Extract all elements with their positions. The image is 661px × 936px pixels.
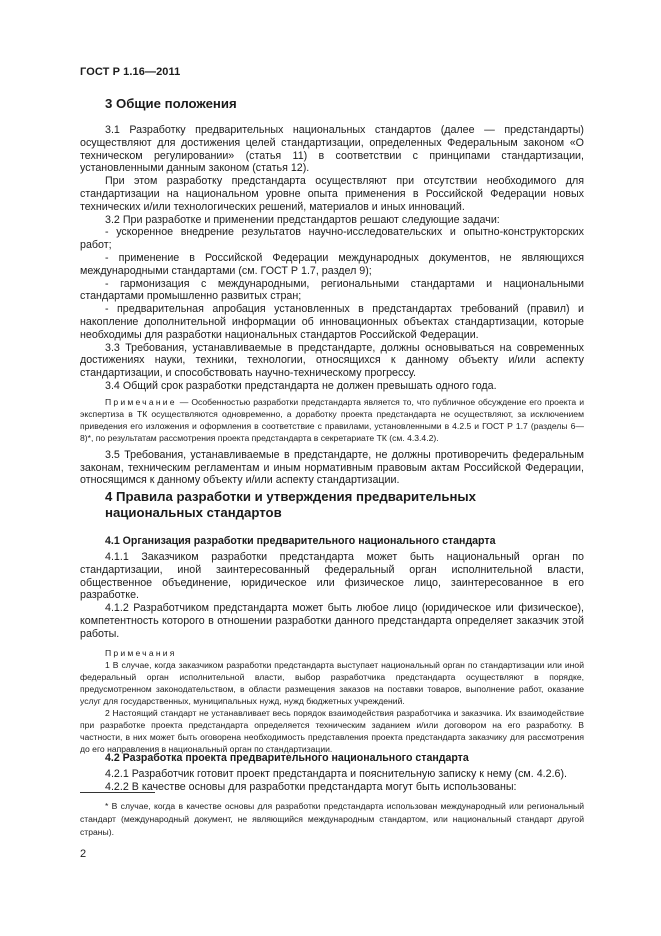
paragraph-4-1-1: 4.1.1 Заказчиком разработки предстандарта может быть национальный орган по стандартизации, иной заинтересованный федеральный орган исполнительной власти, общественное объединение, юридическое или физическое лицо, заинтересованное в его разработке.	[80, 551, 584, 602]
paragraph-3-1-cont: При этом разработку предстандарта осуществляют при отсутствии необходимого для стандартизации на национальном уровне опыта применения в Российской Федерации новых технических и/или технологических решений, материалов и иных инноваций.	[80, 175, 584, 213]
document-header: ГОСТ Р 1.16—2011	[80, 66, 181, 78]
note-label: Примечание	[105, 396, 177, 407]
subsection-4-2-body	[80, 768, 584, 794]
section-4-heading: 4 Правила разработки и утверждения предварительных национальных стандартов	[105, 489, 477, 520]
note-text: — Особенностью разработки предстандарта является то, что публичное обсуждение его проекта и экспертиза в ТК осуществляются одновременно, а доработку проекта предстандарта не осуществляют, за исключением приведения его изложения и оформления в соответствие с правилами, установленными в 4.2.5 и ГОСТ Р 1.7 (разделы 6—8)*, по результатам рассмотрения проекта предстандарта в секретариате ТК (см. 4.3.4.2).	[80, 396, 584, 443]
footnote-divider	[80, 792, 155, 793]
list-item: - применение в Российской Федерации международных документов, не являющихся международными стандартами (см. ГОСТ Р 1.7, раздел 9);	[80, 251, 584, 277]
list-item: - предварительная апробация установленных в предстандартах требований (правил) и накопление дополнительной информации об инновационных объектах стандартизации, которые необходимы для разработки национальных стандартов Российской Федерации.	[80, 303, 584, 341]
list-item: - гармонизация с международными, региональными стандартами и национальными стандартами промышленно развитых стран;	[80, 277, 584, 303]
paragraph-3-5: 3.5 Требования, устанавливаемые в предстандарте, не должны противоречить федеральным законам, техническим регламентам и иным нормативным правовым актам Российской Федерации, относящимся к данному объекту и/или аспекту стандартизации.	[80, 448, 584, 487]
note-3-4	[80, 396, 584, 444]
note-1: 1 В случае, когда заказчиком разработки предстандарта выступает национальный орган по стандартизации или иной федеральный орган исполнительной власти, выбор разработчика предстандарта осуществляют в порядке, предусмотренном законодательством, в области размещения заказов на поставки товаров, выполнение работ, оказание услуг для государственных, муниципальных нужд, нужд бюджетных учреждений.	[80, 659, 584, 706]
subsection-4-2-heading: 4.2 Разработка проекта предварительного национального стандарта	[105, 752, 469, 764]
paragraph-4-2-1: 4.2.1 Разработчик готовит проект предстандарта и пояснительную записку к нему (см. 4.2.6).	[105, 768, 568, 780]
footnote: * В случае, когда в качестве основы для разработки предстандарта использован международный или региональный стандарт (международный документ, не являющийся международным стандартом, или национальный стандарт другой страны).	[80, 801, 584, 837]
paragraph-3-1: 3.1 Разработку предварительных национальных стандартов (далее — предстандарты) осуществляют для достижения целей стандартизации, определенных Федеральным законом «О техническом регулировании» (статья 11) в соответствии с принципами стандартизации, установленными данным законом (статья 12).	[80, 124, 584, 175]
list-item: - ускоренное внедрение результатов научно-исследовательских и опытно-конструкторских работ;	[80, 226, 584, 252]
note-2: 2 Настоящий стандарт не устанавливает весь порядок взаимодействия разработчика и заказчика. Их взаимодействие при разработке проекта предстандарта определяется техническим заданием и/или договором на его разработку. В частности, в них может быть оговорена необходимость представления проекта предстандарта заказчику для рассмотрения до его направления в национальный орган по стандартизации.	[80, 707, 584, 754]
notes-label: Примечания	[105, 647, 177, 658]
subsection-4-1-heading: 4.1 Организация разработки предварительного национального стандарта	[105, 535, 496, 547]
subsection-4-1-body	[80, 551, 584, 755]
paragraph-3-4: 3.4 Общий срок разработки предстандарта не должен превышать одного года.	[105, 379, 497, 392]
section-3-body	[80, 124, 584, 487]
section-3-heading: 3 Общие положения	[105, 96, 237, 111]
paragraph-4-1-2: 4.1.2 Разработчиком предстандарта может быть любое лицо (юридическое или физическое), компетентность которого в отношении разработки данного предстандарта определяет заказчик этой работы.	[80, 602, 584, 640]
paragraph-3-2: 3.2 При разработке и применении предстандартов решают следующие задачи:	[105, 213, 500, 226]
paragraph-3-3: 3.3 Требования, устанавливаемые в предстандарте, должны основываться на современных достижениях науки, техники, технологии, относящихся к данному объекту и/или аспекту стандартизации, и способствовать научно-техническому прогрессу.	[80, 341, 584, 380]
paragraph-4-2-2: 4.2.2 В качестве основы для разработки предстандарта могут быть использованы:	[105, 780, 517, 793]
page-number: 2	[80, 848, 87, 860]
